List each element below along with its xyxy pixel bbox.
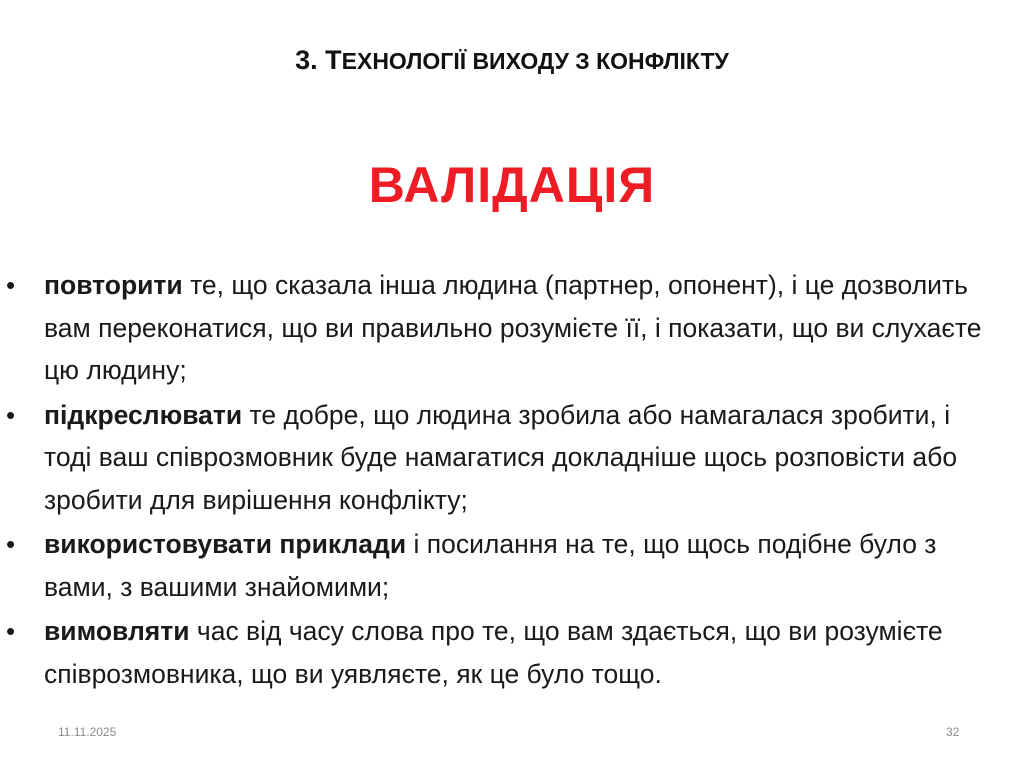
bullet-keyword: повторити xyxy=(44,270,183,300)
bullet-marker: • xyxy=(6,529,16,559)
bullet-item-say-words xyxy=(0,610,1024,695)
bullet-item-examples xyxy=(0,523,1024,608)
footer-page-number: 32 xyxy=(946,725,960,739)
slide-title xyxy=(0,40,1024,81)
bullet-text: час від часу слова про те, що вам здається, що ви розумієте співрозмовника, що ви уявляєте, як це було тощо. xyxy=(44,616,943,689)
main-heading: ВАЛІДАЦІЯ xyxy=(368,157,656,213)
bullet-text: і посилання на те, що щось подібне було з вами, з вашими знайомими; xyxy=(44,529,937,602)
bullet-list xyxy=(0,264,1024,697)
bullet-text: те, що сказала інша людина (партнер, опонент), і це дозволить вам переконатися, що ви правильно розумієте її, і показати, що ви слухаєте цю людину; xyxy=(44,270,982,385)
bullet-marker: • xyxy=(6,399,16,430)
bullet-item-emphasize xyxy=(0,394,1024,522)
title-capital-letter: Т xyxy=(325,45,342,75)
title-number: 3. xyxy=(295,45,326,75)
bullet-keyword: використовувати приклади xyxy=(44,529,407,559)
bullet-item-repeat xyxy=(0,264,1024,392)
bullet-marker: • xyxy=(6,270,16,300)
title-text: ЕХНОЛОГІЇ ВИХОДУ З КОНФЛІКТУ xyxy=(341,48,729,74)
bullet-keyword: підкреслювати xyxy=(44,399,243,430)
bullet-marker: • xyxy=(6,616,16,646)
bullet-text: те добре, що людина зробила або намагалася зробити, і тоді ваш співрозмовник буде намагатися докладніше щось розповісти або зробити для вирішення конфлікту; xyxy=(44,399,958,515)
footer-date: 11.11.2025 xyxy=(58,725,117,739)
bullet-keyword: вимовляти xyxy=(44,616,190,646)
